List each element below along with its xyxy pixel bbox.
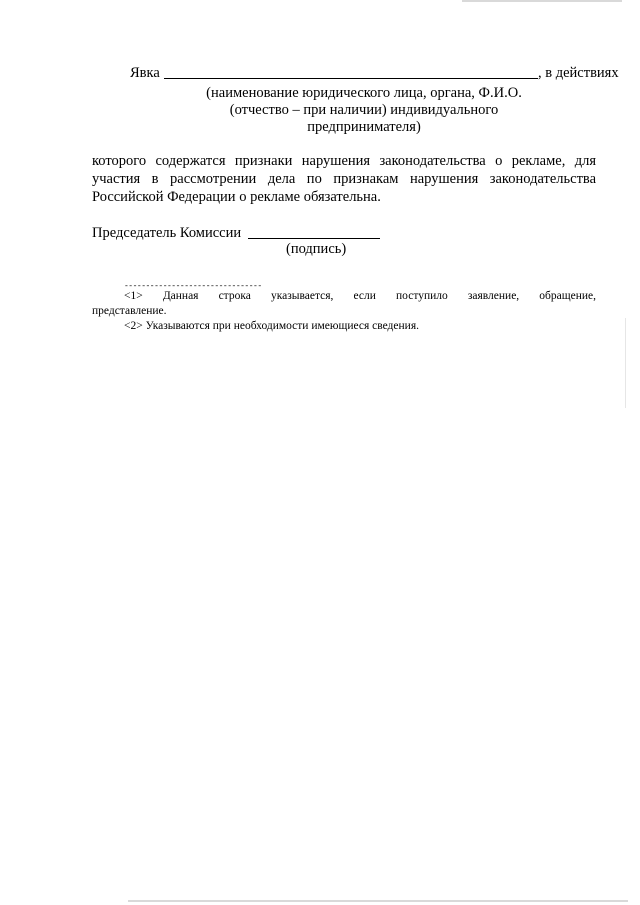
footnote-2: <2> Указываются при необходимости имеющиеся сведения.	[124, 320, 419, 332]
signature-blank	[248, 224, 380, 239]
signature-hint: (подпись)	[286, 241, 347, 257]
footnote-1-line-2: представление.	[92, 305, 167, 317]
footnote-1-line-1: <1> Данная строка указывается, если поступило заявление, обращение,	[124, 290, 596, 302]
body-text-line-1: которого содержатся признаки нарушения законодательства о рекламе, для	[92, 153, 596, 169]
body-text-line-2: участия в рассмотрении дела по признакам нарушения законодательства	[92, 171, 596, 187]
chairman-label: Председатель Комиссии	[92, 225, 242, 241]
entity-hint-line-2: (отчество – при наличии) индивидуального	[229, 102, 499, 118]
footnote-separator: --------------------------------	[124, 282, 262, 291]
scan-edge-mark	[128, 900, 628, 902]
scan-edge-mark	[625, 318, 626, 408]
body-text-line-3: Российской Федерации о рекламе обязательна.	[92, 189, 381, 205]
entity-name-blank	[164, 64, 538, 79]
scan-edge-mark	[462, 0, 622, 2]
appearance-label: Явка	[130, 65, 160, 81]
entity-hint-line-3: предпринимателя)	[307, 119, 421, 135]
entity-hint-line-1: (наименование юридического лица, органа, Ф.И.О.	[206, 85, 522, 101]
appearance-tail: , в действиях	[538, 65, 619, 81]
